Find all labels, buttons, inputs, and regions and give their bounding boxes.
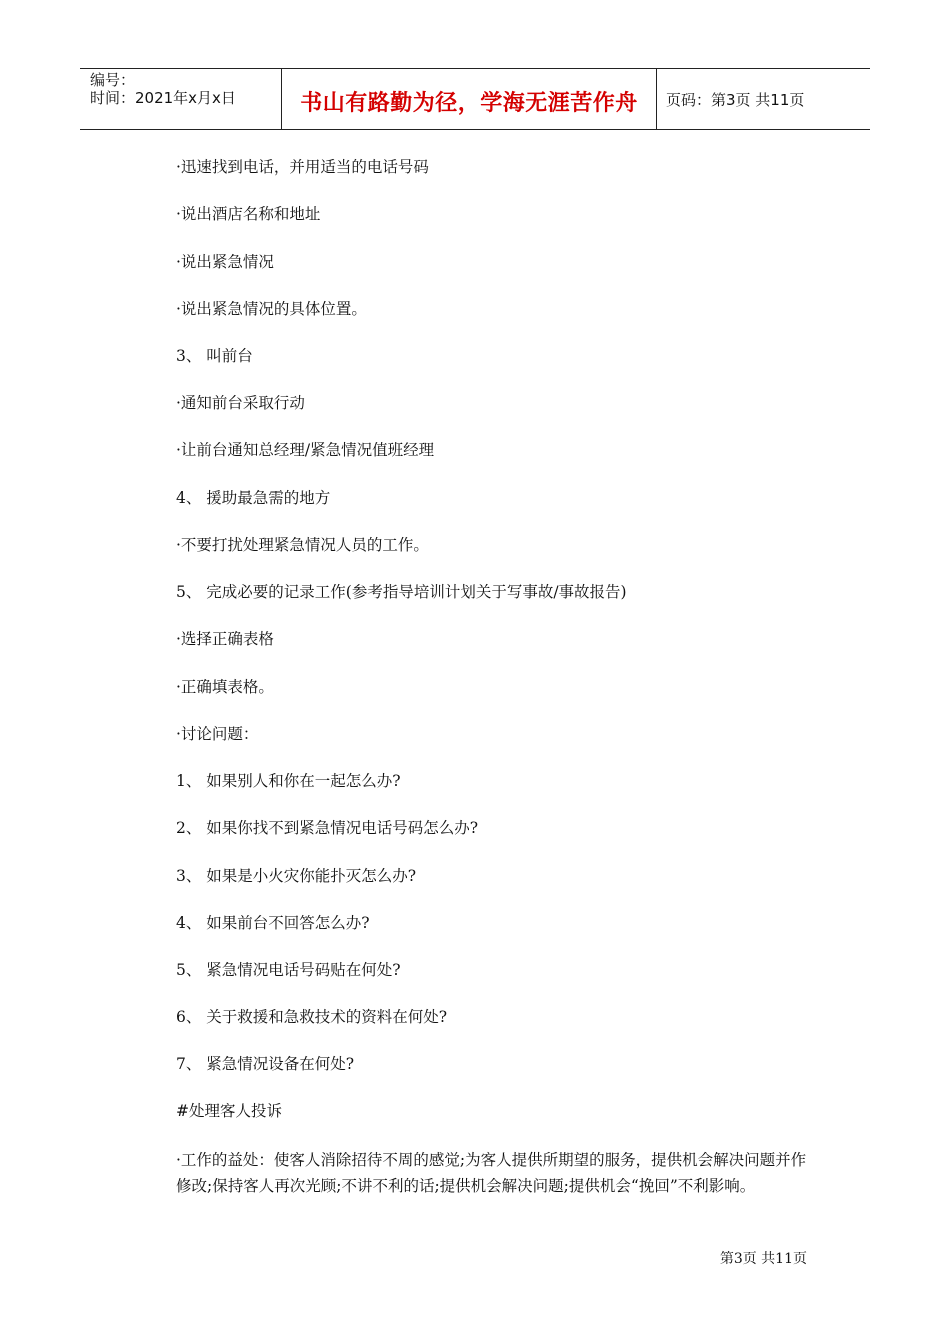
body-line: ·迅速找到电话，并用适当的电话号码 [176, 158, 429, 176]
discussion-heading: ·讨论问题： [176, 725, 259, 743]
body-line: ·通知前台采取行动 [176, 394, 305, 412]
discussion-question: 2、 如果你找不到紧急情况电话号码怎么办? [176, 819, 479, 837]
body-line: ·不要打扰处理紧急情况人员的工作。 [176, 536, 429, 554]
discussion-question: 3、 如果是小火灾你能扑灭怎么办? [176, 867, 417, 885]
benefits-paragraph: ·工作的益处：使客人消除招待不周的感觉;为客人提供所期望的服务，提供机会解决问题并作修改;保持客人再次光顾;不讲不利的话;提供机会解决问题;提供机会“挽回”不利影响。 [176, 1151, 807, 1195]
list-heading: 4、 援助最急需的地方 [176, 489, 331, 507]
body-line: ·说出紧急情况的具体位置。 [176, 300, 367, 318]
discussion-question: 4、 如果前台不回答怎么办? [176, 914, 370, 932]
header-page-cell [656, 69, 870, 129]
header-meta-cell [80, 69, 281, 129]
page-footer: 第3页 共11页 [719, 1251, 807, 1267]
body-line: ·让前台通知总经理/紧急情况值班经理 [176, 441, 435, 459]
header-motto-cell [281, 69, 657, 129]
list-heading: 5、 完成必要的记录工作(参考指导培训计划关于写事故/事故报告) [176, 583, 627, 601]
body-line: ·选择正确表格 [176, 630, 274, 648]
discussion-question: 5、 紧急情况电话号码贴在何处? [176, 961, 401, 979]
list-heading: 3、 叫前台 [176, 347, 253, 365]
header-motto: 书山有路勤为径，学海无涯苦作舟 [300, 90, 638, 116]
section-heading: #处理客人投诉 [176, 1102, 282, 1120]
body-line: ·正确填表格。 [176, 678, 274, 696]
body-line: ·说出酒店名称和地址 [176, 205, 321, 223]
discussion-question: 1、 如果别人和你在一起怎么办? [176, 772, 401, 790]
document-number-label: 编号： [90, 71, 136, 89]
body-line: ·说出紧急情况 [176, 253, 274, 271]
page-header [80, 68, 870, 130]
discussion-question: 7、 紧急情况设备在何处? [176, 1055, 355, 1073]
document-date-label: 时间：2021年x月x日 [90, 89, 236, 107]
discussion-question: 6、 关于救援和急救技术的资料在何处? [176, 1008, 448, 1026]
header-page-number: 页码：第3页 共11页 [666, 90, 805, 109]
